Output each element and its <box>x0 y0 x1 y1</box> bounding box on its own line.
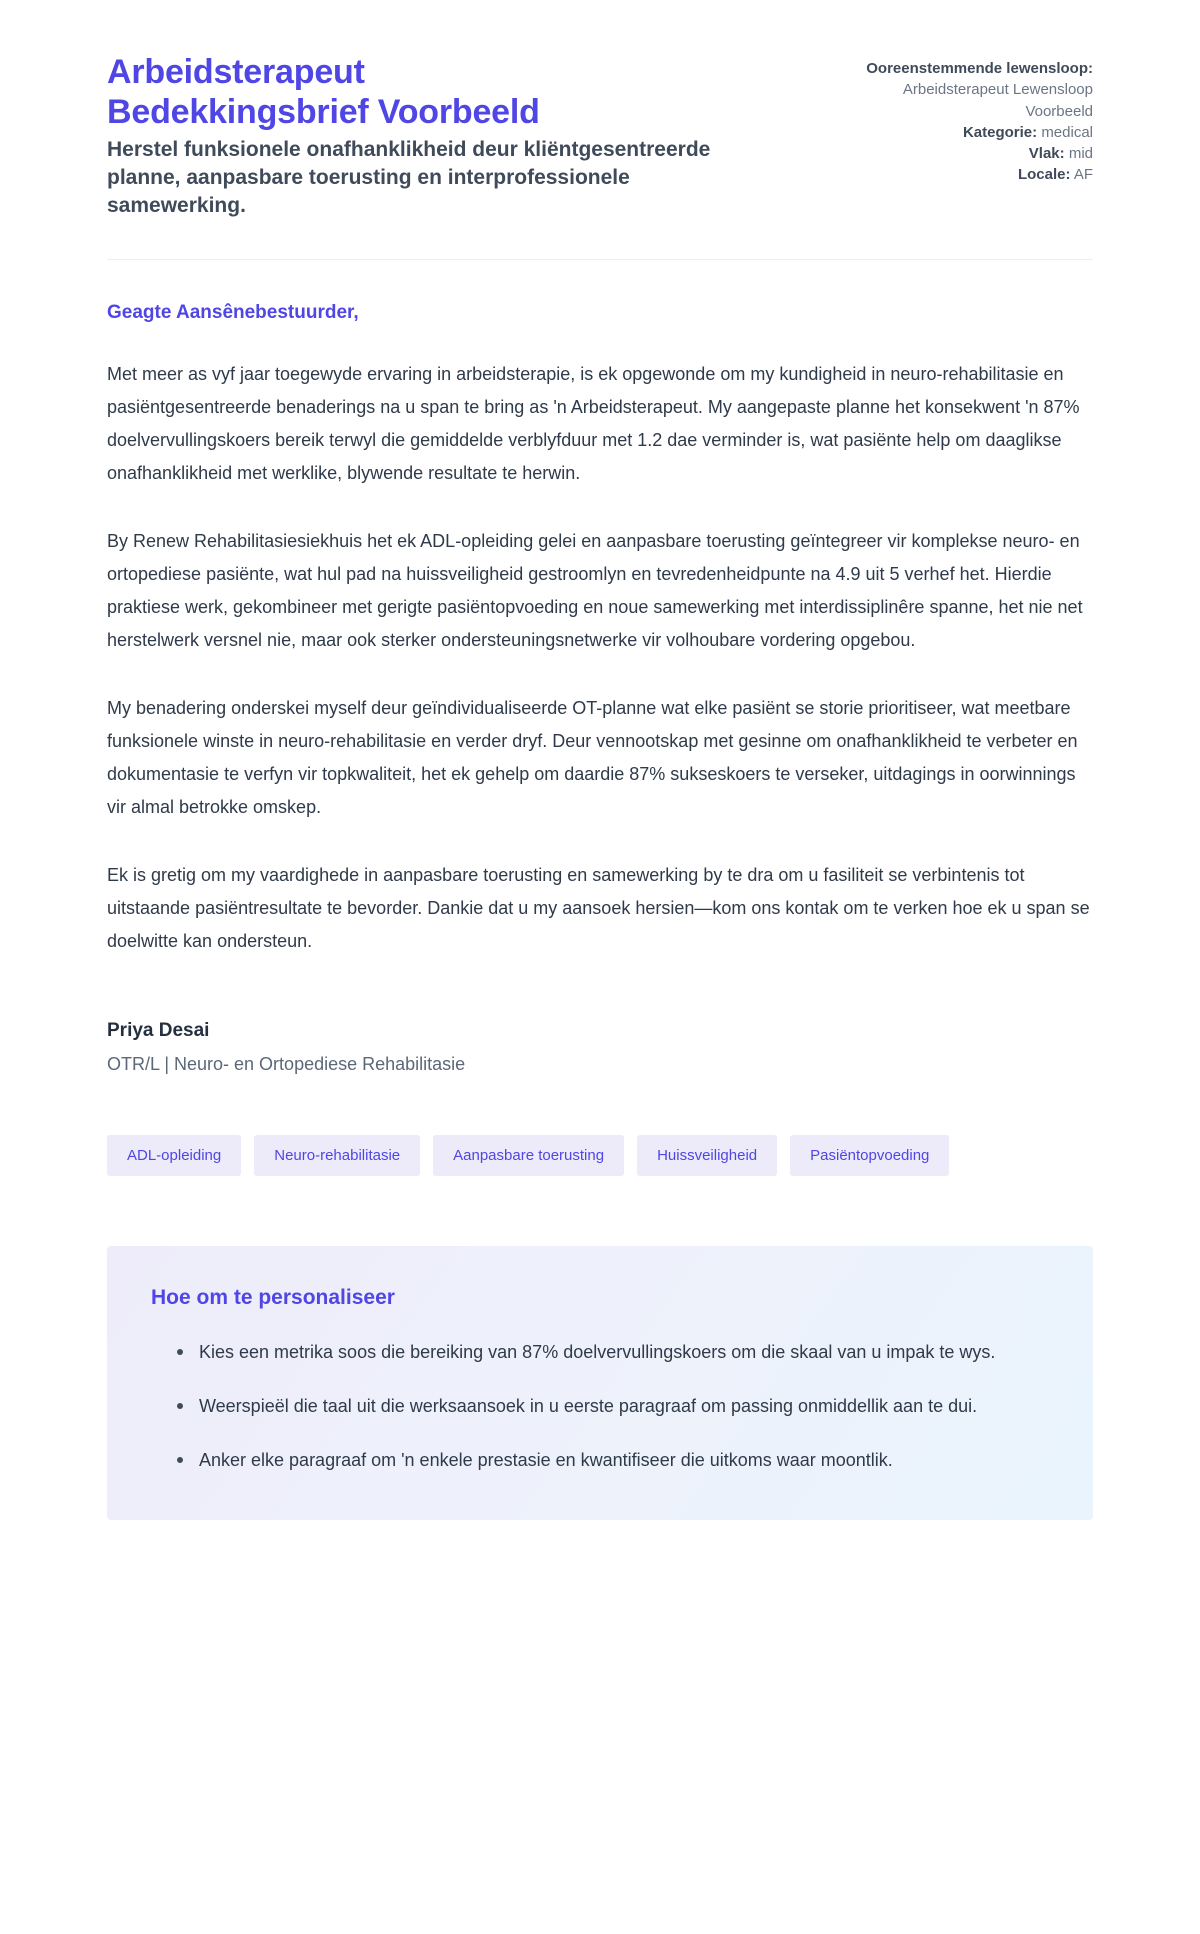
letter-paragraph: My benadering onderskei myself deur geïndividualiseerde OT-planne wat elke pasiënt se storie prioritiseer, wat meetbare funksionele winste in neuro-rehabilitasie en verder dryf. Deur vennootskap met gesinne om onafhanklikheid te verbeter en dokumentasie te verfyn vir topkwaliteit, het ek gehelp om daardie 87% sukseskoers te verseker, uitdagings in oorwinnings vir almal betrokke omskep. <box>107 698 1078 817</box>
page-title-line-2: Bedekkingsbrief Voorbeeld <box>107 93 540 132</box>
meta-level-value: mid <box>1068 145 1093 163</box>
meta-category <box>843 122 1093 143</box>
meta-level-label: Vlak: <box>1028 145 1065 163</box>
meta-locale-value: AF <box>1073 166 1093 184</box>
meta-category-label: Kategorie: <box>962 123 1038 141</box>
meta-level <box>843 143 1093 164</box>
skill-tag[interactable]: Aanpasbare toerusting <box>433 1135 624 1176</box>
meta-matching-resume <box>843 58 1093 79</box>
letter-paragraph: By Renew Rehabilitasiesiekhuis het ek ADL-opleiding gelei en aanpasbare toerusting geïntegreer vir komplekse neuro- en ortopediese pasiënte, wat hul pad na huissveiligheid gestroomlyn en tevredenheidpunte na 4.9 uit 5 verhef het. Hierdie praktiese werk, gekombineer met gerigte pasiëntopvoeding en noue samewerking met interdissiplinêre spanne, het nie net herstelwerk versnel nie, maar ook sterker ondersteuningsnetwerke vir volhoubare vordering opgebou. <box>107 531 1083 650</box>
callout-tip-item: Weerspieël die taal uit die werksaansoek in u eerste paragraaf om passing onmiddellik aan te dui. <box>177 1390 1049 1422</box>
document-metadata <box>843 52 1093 186</box>
skill-tag[interactable]: ADL-opleiding <box>107 1135 241 1176</box>
meta-locale <box>843 164 1093 185</box>
letter-body <box>107 260 1093 1519</box>
letter-paragraph: Met meer as vyf jaar toegewyde ervaring in arbeidsterapie, is ek opgewonde om my kundigheid in neuro-rehabilitasie en pasiëntgesentreerde benaderings na u span te bring as 'n Arbeidsterapeut. My aangepaste planne het konsekwent 'n 87% doelvervullingskoers bereik terwyl die gemiddelde verblyfduur met 1.2 dae verminder is, wat pasiënte help om daaglikse onafhanklikheid met werklike, blywende resultate te herwin. <box>107 364 1080 483</box>
callout-tip-item: Anker elke paragraaf om 'n enkele prestasie en kwantifiseer die uitkoms waar moontlik. <box>177 1444 1049 1476</box>
page-title <box>107 52 747 132</box>
meta-matching-resume-value: Arbeidsterapeut Lewensloop Voorbeeld <box>902 81 1093 120</box>
signature-name: Priya Desai <box>107 1019 210 1041</box>
meta-locale-label: Locale: <box>1017 166 1071 184</box>
skill-tag[interactable]: Huissveiligheid <box>637 1135 777 1176</box>
meta-category-value: medical <box>1041 123 1093 141</box>
skill-tag-list <box>107 1135 1093 1176</box>
meta-matching-resume-label: Ooreenstemmende lewensloop: <box>866 60 1093 77</box>
callout-tip-item: Kies een metrika soos die bereiking van 87% doelvervullingskoers om die skaal van u impak te wys. <box>177 1336 1049 1368</box>
page-title-line-1: Arbeidsterapeut <box>107 53 365 91</box>
signature-block <box>107 1020 1093 1075</box>
page-subtitle: Herstel funksionele onafhanklikheid deur kliëntgesentreerde planne, aanpasbare toerusting en interprofessionele samewerking. <box>107 138 711 217</box>
skill-tag[interactable]: Neuro-rehabilitasie <box>254 1135 420 1176</box>
signature-role: OTR/L | Neuro- en Ortopediese Rehabilitasie <box>107 1053 466 1074</box>
document-header <box>107 52 1093 219</box>
skill-tag[interactable]: Pasiëntopvoeding <box>790 1135 949 1176</box>
letter-paragraph: Ek is gretig om my vaardighede in aanpasbare toerusting en samewerking by te dra om u fasiliteit se verbintenis tot uitstaande pasiëntresultate te bevorder. Dankie dat u my aansoek hersien—kom ons kontak om te verken hoe ek u span se doelwitte kan ondersteun. <box>107 865 1090 951</box>
salutation: Geagte Aansênebestuurder, <box>107 302 359 324</box>
header-title-block <box>107 52 747 219</box>
callout-tip-list <box>151 1336 1049 1476</box>
personalization-callout <box>107 1246 1093 1520</box>
callout-title: Hoe om te personaliseer <box>151 1285 395 1309</box>
